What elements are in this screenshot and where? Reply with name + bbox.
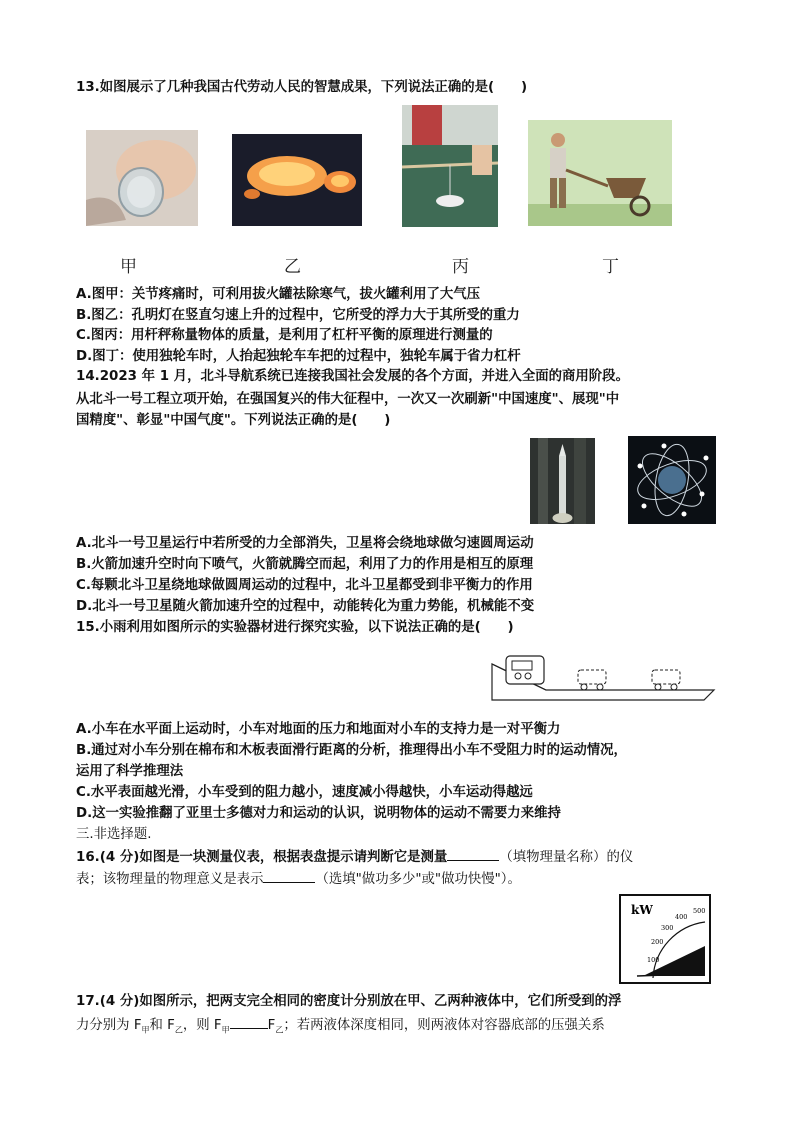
q16-text-1b: （填物理量名称）的仪: [499, 850, 634, 865]
meter-tick-500: 500: [693, 907, 706, 915]
q17-sub-yi-2: 乙: [275, 1025, 284, 1035]
q17-sub-jia-1: 甲: [141, 1025, 150, 1035]
q16-text-1a: 16.(4 分)如图是一块测量仪表，根据表盘提示请判断它是测量: [76, 850, 448, 865]
q17-sub-jia-2: 甲: [221, 1025, 230, 1035]
q14-stem-line3: 国精度"、彰显"中国气度"。下列说法正确的是( ): [76, 413, 391, 428]
q14-option-c: C.每颗北斗卫星绕地球做圆周运动的过程中，北斗卫星都受到非平衡力的作用: [76, 578, 533, 593]
q15-option-b-line1: B.通过对小车分别在棉布和木板表面滑行距离的分析，推理得出小车不受阻力时的运动情况，: [76, 743, 627, 758]
q17-text-2b: 和 F: [149, 1018, 175, 1033]
q14-option-b: B.火箭加速升空时向下喷气，火箭就腾空而起，利用了力的作用是相互的原理: [76, 557, 534, 572]
q17-sub-yi-1: 乙: [174, 1025, 183, 1035]
q17-line1: [76, 992, 621, 1012]
q13-option-c: C.图丙：用杆秤称量物体的质量，是利用了杠杆平衡的原理进行测量的: [76, 328, 493, 343]
rocket-launch-image: [530, 438, 595, 524]
q13-stem: 13.如图展示了几种我国古代劳动人民的智慧成果，下列说法正确的是( ): [76, 80, 528, 95]
q17-blank-compare[interactable]: [230, 1014, 268, 1029]
q17-text-1: 17.(4 分)如图所示，把两支完全相同的密度计分别放在甲、乙两种液体中，它们所受到的浮: [76, 994, 622, 1009]
q13-option-d: D.图丁：使用独轮车时，人抬起独轮车车把的过程中，独轮车属于省力杠杆: [76, 349, 521, 364]
q17-line2: [76, 1014, 605, 1041]
meter-tick-300: 300: [661, 924, 674, 932]
steelyard-image: [402, 105, 498, 227]
meter-tick-200: 200: [651, 938, 664, 946]
q15-option-c: C.水平表面越光滑，小车受到的阻力越小，速度减小得越快，小车运动得越远: [76, 785, 533, 800]
sky-lantern-image: [232, 134, 362, 226]
q14-stem-line2: 从北斗一号工程立项开始，在强国复兴的伟大征程中，一次又一次刷新"中国速度"、展现"中: [76, 392, 620, 407]
q14-stem-line1: 14.2023 年 1 月，北斗导航系统已连接我国社会发展的各个方面，并进入全面的商用阶段。: [76, 369, 629, 384]
q16-line1: [76, 846, 633, 868]
wheelbarrow-image: [528, 120, 672, 226]
q13-option-a: A.图甲：关节疼痛时，可利用拔火罐祛除寒气，拔火罐利用了大气压: [76, 287, 481, 302]
q16-text-2a: 表；该物理量的物理意义是表示: [76, 872, 264, 887]
q15-option-d: D.这一实验推翻了亚里士多德对力和运动的认识，说明物体的运动不需要力来维持: [76, 806, 561, 821]
caption-ding: 丁: [602, 257, 619, 277]
q13-option-b: B.图乙：孔明灯在竖直匀速上升的过程中，它所受的浮力大于其所受的重力: [76, 308, 520, 323]
q16-blank-quantity[interactable]: [447, 846, 499, 861]
cupping-jar-image: [86, 130, 198, 226]
q15-option-a: A.小车在水平面上运动时，小车对地面的压力和地面对小车的支持力是一对平衡力: [76, 722, 561, 737]
meter-tick-100: 100: [647, 956, 660, 964]
ramp-cart-diagram: [486, 650, 718, 704]
q17-text-2d: F: [267, 1018, 276, 1033]
caption-bing: 丙: [452, 257, 469, 277]
section-heading: 三.非选择题.: [76, 827, 152, 842]
caption-jia: 甲: [120, 257, 137, 277]
q14-option-a: A.北斗一号卫星运行中若所受的力全部消失，卫星将会绕地球做匀速圆周运动: [76, 536, 534, 551]
meter-unit: kW: [631, 903, 653, 917]
q16-line2: [76, 868, 521, 890]
power-meter-image: [619, 894, 711, 984]
q17-text-2e: ；若两液体深度相同，则两液体对容器底部的压强关系: [283, 1018, 605, 1033]
caption-yi: 乙: [284, 257, 301, 277]
q17-text-2c: ，则 F: [182, 1018, 222, 1033]
q15-option-b-line2: 运用了科学推理法: [76, 764, 184, 779]
q15-stem: 15.小雨利用如图所示的实验器材进行探究实验，以下说法正确的是( ): [76, 620, 514, 635]
meter-tick-400: 400: [675, 913, 688, 921]
q17-text-2a: 力分别为 F: [76, 1018, 142, 1033]
q14-option-d: D.北斗一号卫星随火箭加速升空的过程中，动能转化为重力势能，机械能不变: [76, 599, 535, 614]
q16-text-2b: （选填"做功多少"或"做功快慢"）。: [315, 872, 521, 887]
satellite-orbit-image: [628, 436, 716, 524]
q16-blank-meaning[interactable]: [263, 868, 315, 883]
